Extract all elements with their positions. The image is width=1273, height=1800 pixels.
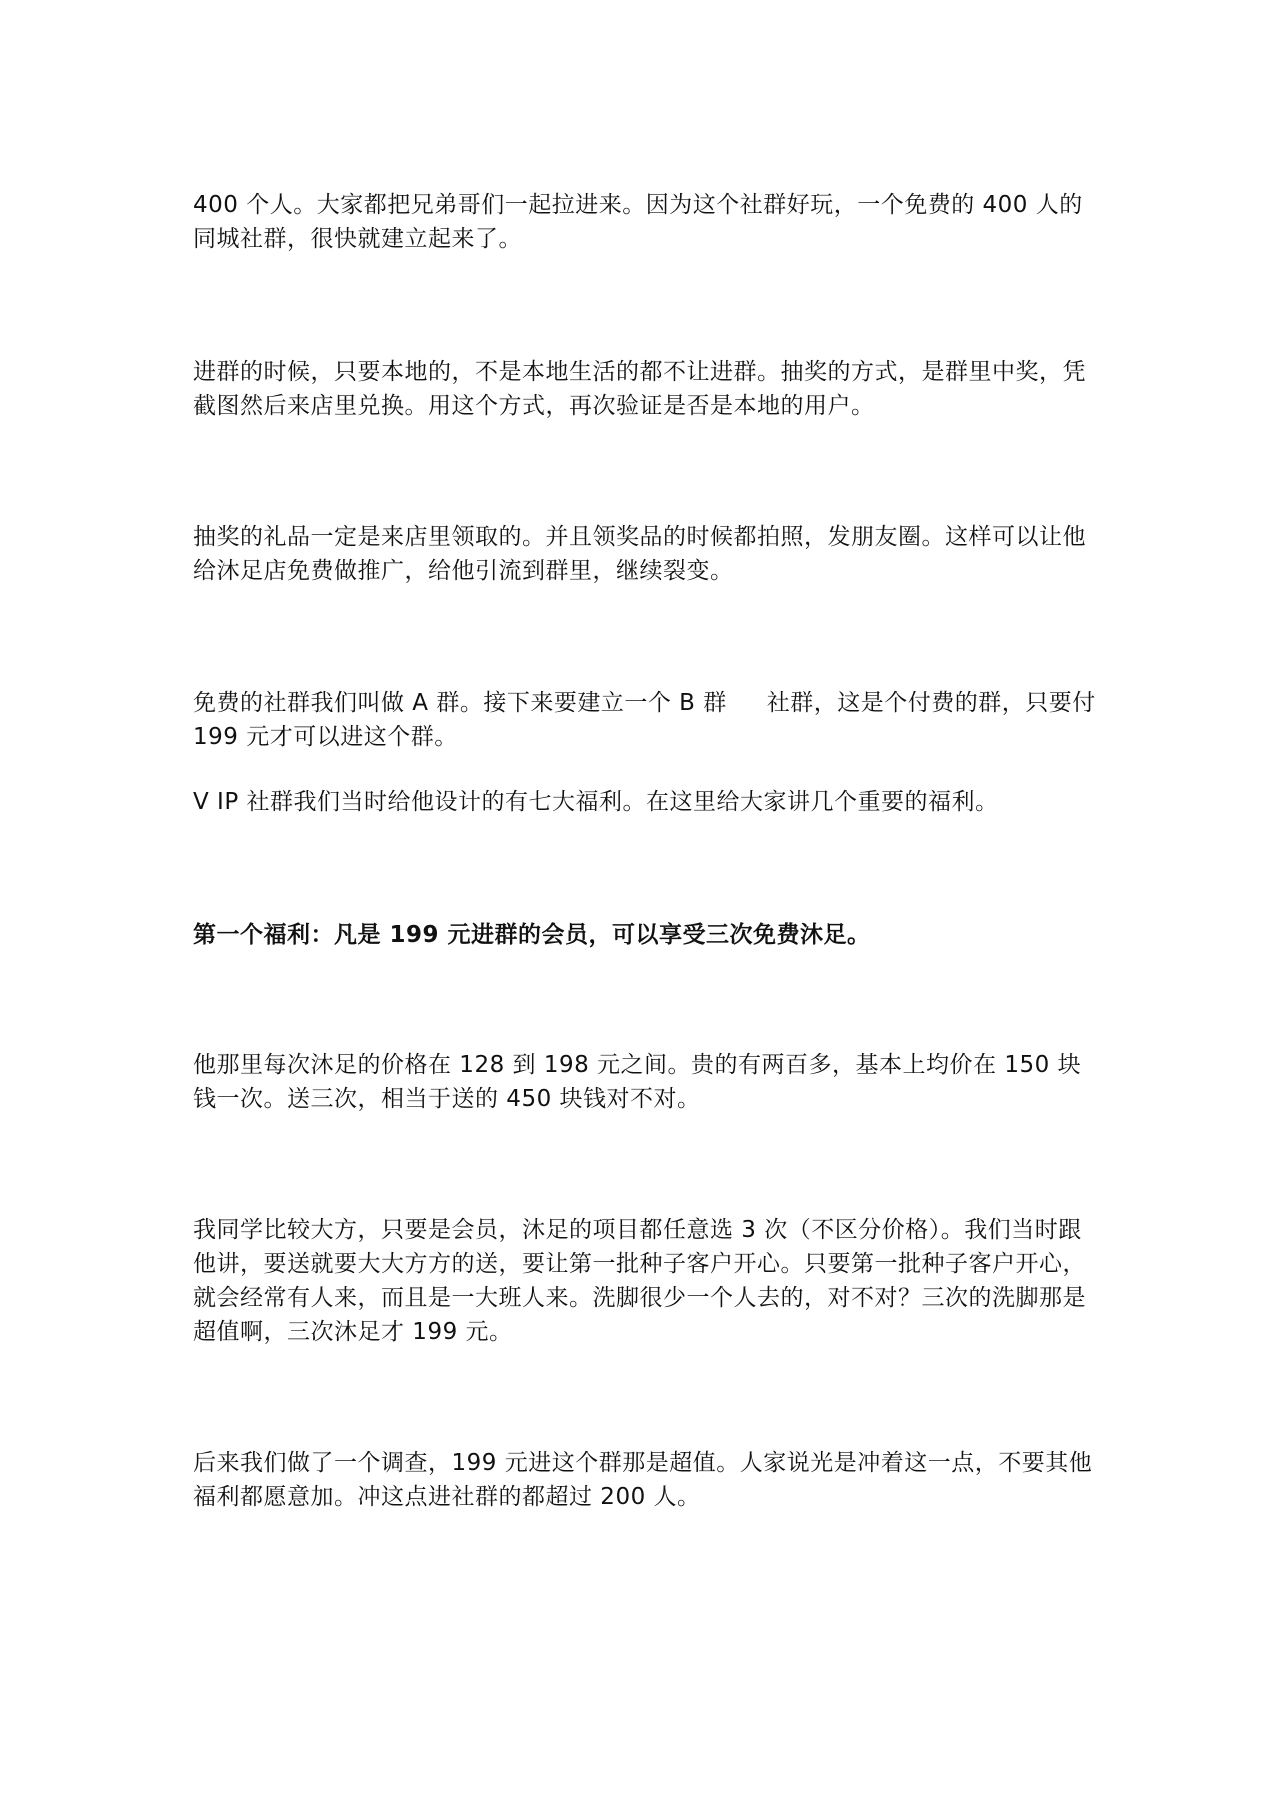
paragraph-5: V IP 社群我们当时给他设计的有七大福利。在这里给大家讲几个重要的福利。 — [193, 789, 999, 815]
paragraph-9: 后来我们做了一个调查，199 元进这个群那是超值。人家说光是冲着这一点，不要其他福利都愿意加。冲这点进社群的都超过 200 人。 — [193, 1450, 1093, 1510]
paragraph-4-part-a: 免费的社群我们叫做 A 群。接下来要建立一个 B 群 — [193, 690, 727, 716]
paragraph-4 — [193, 686, 1098, 754]
paragraph-8: 我同学比较大方，只要是会员，沐足的项目都任意选 3 次（不区分价格）。我们当时跟他讲，要送就要大大方方的送，要让第一批种子客户开心。只要第一批种子客户开心，就会经常有人来，而且是一大班人来。洗脚很少一个人去的，对不对？三次的洗脚那是超值啊，三次沐足才 199 元。 — [193, 1217, 1086, 1345]
paragraph-6-heading: 第一个福利：凡是 199 元进群的会员，可以享受三次免费沐足。 — [193, 922, 871, 948]
paragraph-3: 抽奖的礼品一定是来店里领取的。并且领奖品的时候都拍照，发朋友圈。这样可以让他给沐足店免费做推广，给他引流到群里，继续裂变。 — [193, 524, 1086, 584]
paragraph-2: 进群的时候，只要本地的，不是本地生活的都不让进群。抽奖的方式，是群里中奖，凭截图然后来店里兑换。用这个方式，再次验证是否是本地的用户。 — [193, 359, 1086, 419]
paragraph-7: 他那里每次沐足的价格在 128 到 198 元之间。贵的有两百多，基本上均价在 150 块钱一次。送三次，相当于送的 450 块钱对不对。 — [193, 1052, 1082, 1112]
paragraph-1: 400 个人。大家都把兄弟哥们一起拉进来。因为这个社群好玩，一个免费的 400 人的同城社群，很快就建立起来了。 — [193, 192, 1083, 252]
paragraph-4-part-b: 社群，这是个付费的群，只要付 199 元才可以进这个群。 — [193, 690, 1096, 750]
